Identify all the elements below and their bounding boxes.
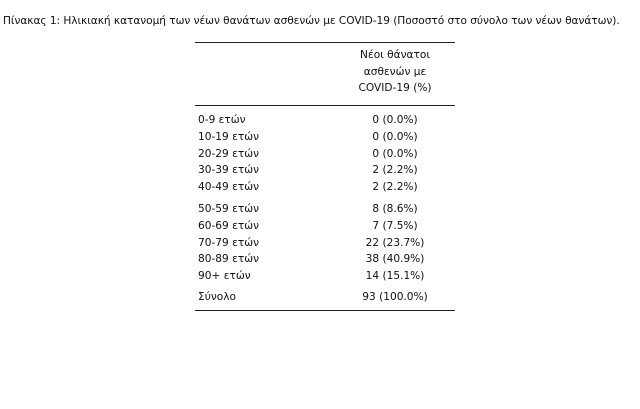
table-row xyxy=(195,129,455,146)
total-label: Σύνολο xyxy=(198,290,236,303)
table-row xyxy=(195,112,455,129)
deaths-value: 7 (7.5%) xyxy=(372,219,418,232)
table-row xyxy=(195,162,455,179)
deaths-value: 22 (23.7%) xyxy=(365,236,425,249)
age-group-label: 90+ ετών xyxy=(198,270,251,283)
deaths-value: 2 (2.2%) xyxy=(372,164,418,177)
deaths-value: 38 (40.9%) xyxy=(365,253,425,266)
deaths-by-age-table xyxy=(195,42,455,311)
age-group-label: 70-79 ετών xyxy=(198,236,260,249)
table-body xyxy=(195,106,455,306)
table-row xyxy=(195,268,455,285)
deaths-value: 8 (8.6%) xyxy=(372,202,418,215)
column-header-line: Νέοι θάνατοι xyxy=(360,49,430,61)
table-row xyxy=(195,218,455,235)
total-row xyxy=(195,289,455,306)
age-group-label: 30-39 ετών xyxy=(198,164,260,177)
age-group-label: 50-59 ετών xyxy=(198,202,260,215)
deaths-value: 14 (15.1%) xyxy=(365,270,425,283)
table-row xyxy=(195,146,455,163)
age-group-label: 0-9 ετών xyxy=(198,114,246,126)
table-row xyxy=(195,179,455,196)
age-group-label: 60-69 ετών xyxy=(198,219,260,232)
deaths-value: 0 (0.0%) xyxy=(372,147,418,160)
deaths-value: 2 (2.2%) xyxy=(372,181,418,194)
bottom-rule xyxy=(195,310,455,311)
column-header xyxy=(343,47,447,97)
table-row xyxy=(195,235,455,252)
total-value: 93 (100.0%) xyxy=(362,290,428,303)
table-header xyxy=(195,43,455,105)
column-header-line: COVID-19 (%) xyxy=(358,82,432,94)
age-group-label: 80-89 ετών xyxy=(198,253,260,266)
table-row xyxy=(195,251,455,268)
table-caption: Πίνακας 1: Ηλικιακή κατανομή των νέων θανάτων ασθενών με COVID-19 (Ποσοστό στο σύνολο των νέων θανάτων). xyxy=(3,15,620,27)
age-group-label: 40-49 ετών xyxy=(198,181,260,194)
deaths-value: 0 (0.0%) xyxy=(372,130,418,143)
deaths-value: 0 (0.0%) xyxy=(372,114,418,126)
table-row xyxy=(195,201,455,218)
column-header-line: ασθενών με xyxy=(363,65,427,78)
age-group-label: 10-19 ετών xyxy=(198,130,260,143)
age-group-label: 20-29 ετών xyxy=(198,147,260,160)
